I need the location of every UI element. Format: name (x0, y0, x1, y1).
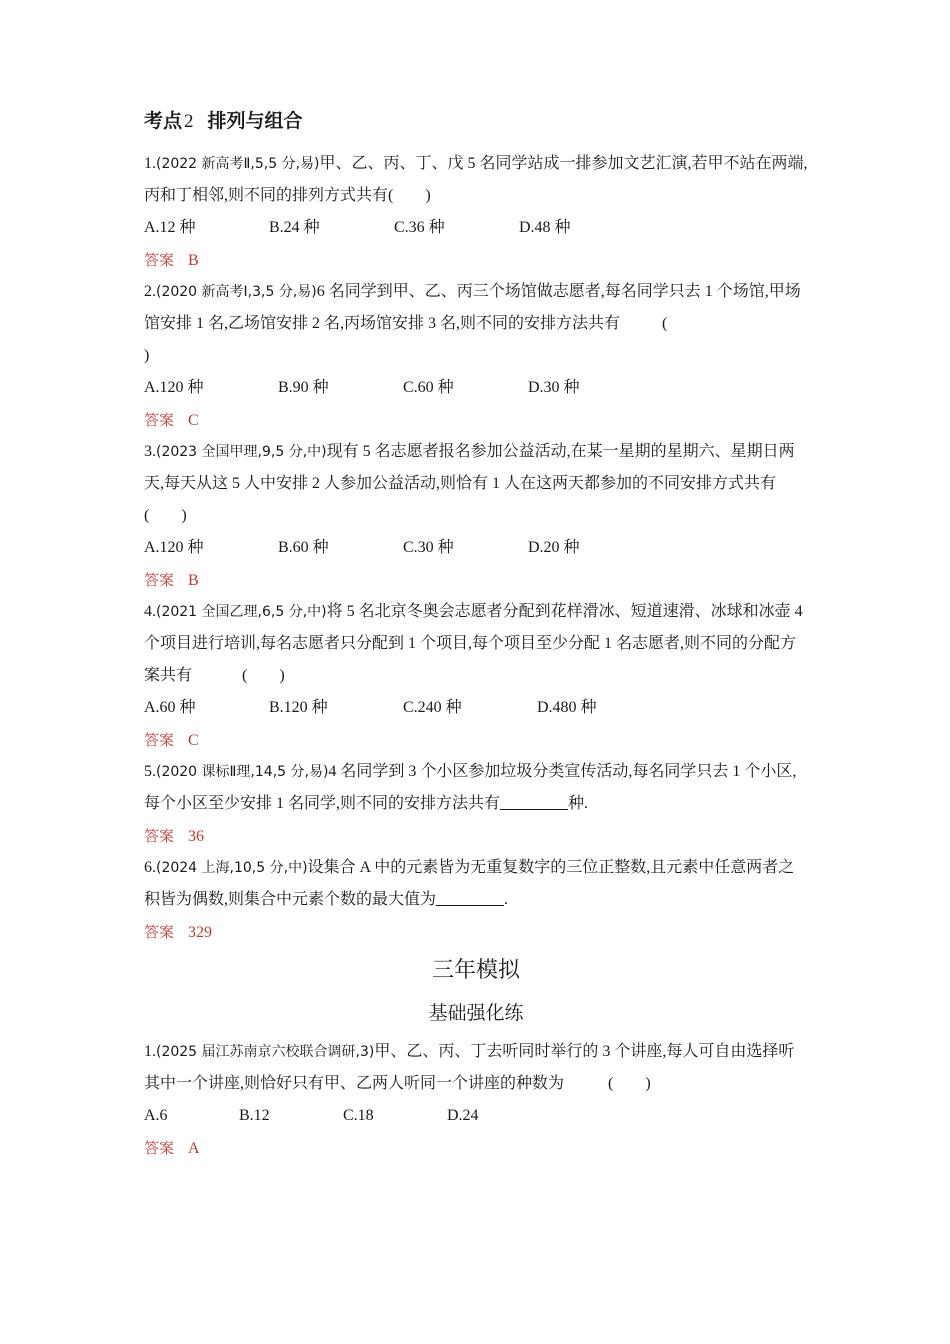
question-text-end: 种. (568, 795, 589, 812)
answer-value: 329 (188, 924, 213, 941)
question-text: 4 名同学到 3 个小区参加垃圾分类宣传活动,每名同学只去 1 个小区,每个小区至少安排 1 名同学,则不同的安排方法共有 (144, 763, 797, 812)
answer-line (144, 820, 808, 852)
option-d: D.24 (447, 1107, 479, 1124)
option-a: A.12 种 (144, 219, 196, 236)
option-b: B.120 种 (269, 699, 328, 716)
option-d: D.20 种 (528, 539, 580, 556)
option-c: C.36 种 (394, 219, 445, 236)
option-c: C.240 种 (403, 699, 462, 716)
option-b: B.90 种 (278, 379, 329, 396)
section-label: 考点 (144, 110, 183, 132)
question-4 (144, 596, 808, 692)
question-number: 5. (144, 763, 156, 780)
question-text: 6 名同学到甲、乙、丙三个场馆做志愿者,每名同学只去 1 个场馆,甲场馆安排 1 名,乙场馆安排 2 名,丙场馆安排 3 名,则不同的安排方法共有 (144, 283, 801, 332)
answer-value: C (188, 412, 199, 429)
question-1 (144, 148, 808, 212)
question-source: (2020 新高考Ⅰ,3,5 分,易) (156, 284, 317, 300)
answer-blank[interactable] (500, 791, 568, 810)
question-6 (144, 852, 808, 916)
question-text: 将 5 名北京冬奥会志愿者分配到花样滑冰、短道速滑、冰球和冰壶 4 个项目进行培训,每名志愿者只分配到 1 个项目,每个项目至少分配 1 名志愿者,则不同的分配方案共有 (144, 603, 803, 684)
answer-line (144, 724, 808, 756)
option-d: D.48 种 (519, 219, 571, 236)
options-row (144, 212, 808, 244)
options-row (144, 372, 808, 404)
option-c: C.30 种 (403, 539, 454, 556)
question-text: 设集合 A 中的元素皆为无重复数字的三位正整数,且元素中任意两者之积皆为偶数,则集合中元素个数的最大值为 (144, 859, 795, 908)
question-text: 甲、乙、丙、丁去听同时举行的 3 个讲座,每人可自由选择听其中一个讲座,则恰好只有甲、乙两人听同一个讲座的种数为 (144, 1043, 795, 1092)
question-text-end: . (504, 891, 509, 908)
answer-line (144, 244, 808, 276)
question-number: 2. (144, 283, 156, 300)
option-d: D.30 种 (528, 379, 580, 396)
answer-blank[interactable] (436, 887, 504, 906)
answer-line (144, 404, 808, 436)
section-number: 2 (184, 111, 194, 132)
options-row (144, 532, 808, 564)
answer-line (144, 916, 808, 948)
question-source: (2024 上海,10,5 分,中) (156, 860, 308, 876)
answer-label: 答案 (144, 1139, 175, 1157)
chapter-heading: 三年模拟 (431, 958, 520, 983)
answer-label: 答案 (144, 827, 175, 845)
option-c: C.60 种 (403, 379, 454, 396)
question-source: (2025 届江苏南京六校联合调研,3) (156, 1044, 375, 1060)
subsection-heading: 基础强化练 (428, 1002, 524, 1024)
option-a: A.60 种 (144, 699, 196, 716)
option-c: C.18 (343, 1107, 374, 1124)
answer-paren-close: ) (144, 347, 150, 364)
answer-value: 36 (188, 828, 205, 845)
answer-paren: ( ) (608, 1075, 651, 1092)
answer-line (144, 1132, 808, 1164)
answer-value: B (188, 252, 199, 269)
option-b: B.12 (239, 1107, 270, 1124)
question-5 (144, 756, 808, 820)
document-page (144, 108, 808, 1164)
answer-value: A (188, 1140, 200, 1157)
option-b: B.60 种 (278, 539, 329, 556)
practice-question-1 (144, 1036, 808, 1100)
question-source: (2023 全国甲理,9,5 分,中) (156, 444, 327, 460)
answer-label: 答案 (144, 411, 175, 429)
question-source: (2021 全国乙理,6,5 分,中) (156, 604, 327, 620)
question-3 (144, 436, 808, 532)
question-text: 甲、乙、丙、丁、戊 5 名同学站成一排参加文艺汇演,若甲不站在两端,丙和丁相邻,则不同的排列方式共有( ) (144, 155, 808, 204)
option-a: A.120 种 (144, 379, 204, 396)
answer-line (144, 564, 808, 596)
answer-label: 答案 (144, 731, 175, 749)
option-a: A.120 种 (144, 539, 204, 556)
answer-value: C (188, 732, 199, 749)
option-a: A.6 (144, 1107, 168, 1124)
answer-label: 答案 (144, 923, 175, 941)
answer-paren-open: ( (662, 315, 668, 332)
question-2 (144, 276, 808, 372)
question-source: (2022 新高考Ⅱ,5,5 分,易) (156, 156, 320, 172)
options-row (144, 1100, 808, 1132)
question-source: (2020 课标Ⅱ理,14,5 分,易) (156, 764, 329, 780)
question-number: 6. (144, 859, 156, 876)
answer-label: 答案 (144, 251, 175, 269)
section-title (144, 108, 808, 134)
option-b: B.24 种 (269, 219, 320, 236)
option-d: D.480 种 (537, 699, 597, 716)
answer-value: B (188, 572, 199, 589)
section-name: 排列与组合 (207, 110, 303, 132)
question-number: 3. (144, 443, 156, 460)
question-number: 4. (144, 603, 156, 620)
question-number: 1. (144, 1043, 156, 1060)
question-number: 1. (144, 155, 156, 172)
answer-paren: ( ) (242, 667, 285, 684)
answer-label: 答案 (144, 571, 175, 589)
options-row (144, 692, 808, 724)
question-text: 现有 5 名志愿者报名参加公益活动,在某一星期的星期六、星期日两天,每天从这 5 人中安排 2 人参加公益活动,则恰有 1 人在这两天都参加的不同安排方式共有( ) (144, 443, 795, 524)
